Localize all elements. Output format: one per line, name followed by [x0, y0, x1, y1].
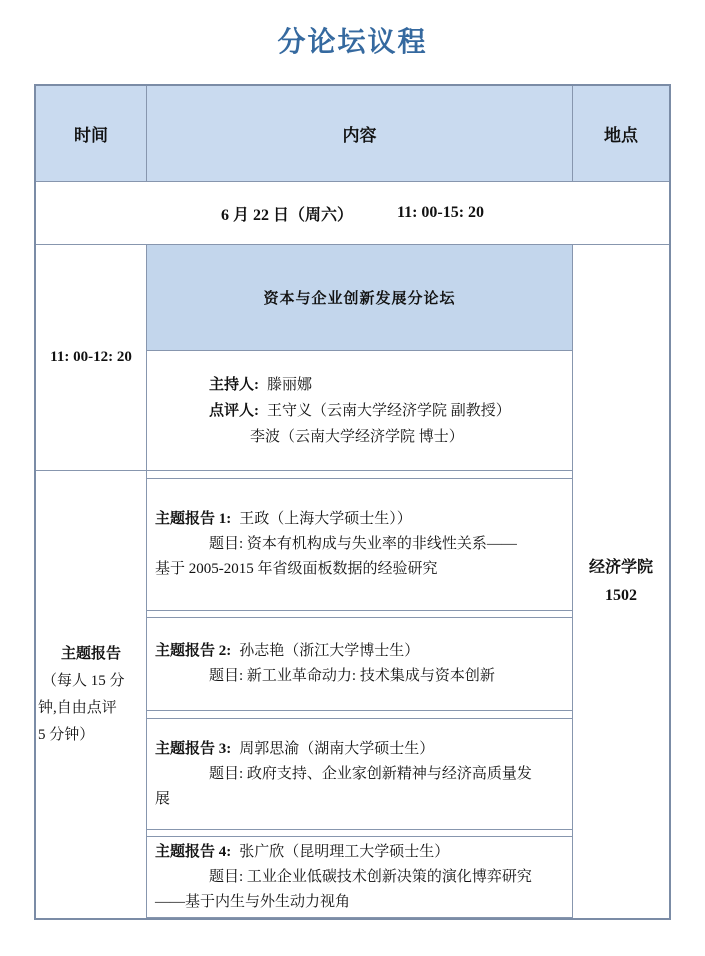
host-line — [209, 372, 572, 398]
session2-time-line: 主题报告 — [60, 645, 121, 662]
report-item-1 — [147, 478, 572, 611]
report-title-line: ——基于内生与外生动力视角 — [155, 893, 351, 910]
commentator-name: 王守义（云南大学经济学院 副教授） — [267, 402, 511, 419]
report-title-line: 题目: 新工业革命动力: 技术集成与资本创新 — [209, 668, 495, 684]
session1-time: 11: 00-12: 20 — [36, 245, 146, 471]
moderator-cell — [147, 351, 572, 471]
session2-time-line: 钟,自由点评 — [38, 699, 117, 716]
session2-time-line: （每人 15 分 — [42, 672, 125, 689]
forum-title-cell: 资本与企业创新发展分论坛 — [147, 245, 572, 351]
location-line: 经济学院 — [588, 558, 653, 576]
host-label: 主持人: — [209, 376, 259, 393]
report-speaker: 张广欣（昆明理工大学硕士生） — [239, 843, 450, 860]
cell-gap — [147, 471, 572, 478]
report-speaker-line — [155, 737, 564, 762]
host-name: 滕丽娜 — [267, 376, 313, 393]
agenda-table — [34, 84, 671, 920]
report-title-line: 题目: 工业企业低碳技术创新决策的演化博弈研究 — [209, 868, 532, 885]
report-title-line: 题目: 资本有机构成与失业率的非线性关系—— — [209, 536, 517, 552]
location-cell — [573, 245, 669, 918]
report-item-4 — [147, 836, 572, 918]
commentator-line — [209, 398, 572, 424]
content-column — [147, 245, 573, 918]
report-label: 主题报告 2: — [155, 643, 232, 659]
header-content: 内容 — [147, 86, 573, 181]
report-item-2 — [147, 617, 572, 711]
report-label: 主题报告 1: — [155, 511, 232, 527]
session2-time — [36, 471, 146, 918]
report-speaker-line — [155, 507, 564, 532]
report-speaker-line — [155, 639, 564, 664]
page-title: 分论坛议程 — [277, 27, 428, 58]
report-title-line: 基于 2005-2015 年省级面板数据的经验研究 — [155, 561, 438, 577]
date-text: 6 月 22 日（周六） — [220, 206, 353, 224]
date-time-range: 11: 00-15: 20 — [396, 204, 485, 221]
header-location: 地点 — [604, 126, 638, 145]
report-speaker: 孙志艳（浙江大学博士生） — [239, 643, 420, 659]
report-speaker: 周郭思渝（湖南大学硕士生） — [239, 740, 435, 757]
location-line: 1502 — [605, 586, 637, 604]
report-item-3 — [147, 718, 572, 830]
cell-gap — [147, 711, 572, 718]
table-header-row — [36, 86, 669, 181]
table-body — [36, 244, 669, 918]
report-title-line: 题目: 政府支持、企业家创新精神与经济高质量发 — [209, 765, 532, 782]
report-speaker: 王政（上海大学硕士生）） — [239, 511, 412, 527]
session2-time-line: 5 分钟） — [38, 726, 95, 743]
time-column — [36, 245, 147, 918]
commentator-label: 点评人: — [209, 402, 259, 419]
report-speaker-line — [155, 840, 564, 865]
report-label: 主题报告 4: — [155, 843, 232, 860]
commentator-line: 李波（云南大学经济学院 博士） — [250, 428, 464, 445]
date-row — [36, 181, 669, 244]
report-label: 主题报告 3: — [155, 740, 232, 757]
report-title-line: 展 — [155, 790, 171, 807]
header-time: 时间 — [36, 86, 147, 181]
